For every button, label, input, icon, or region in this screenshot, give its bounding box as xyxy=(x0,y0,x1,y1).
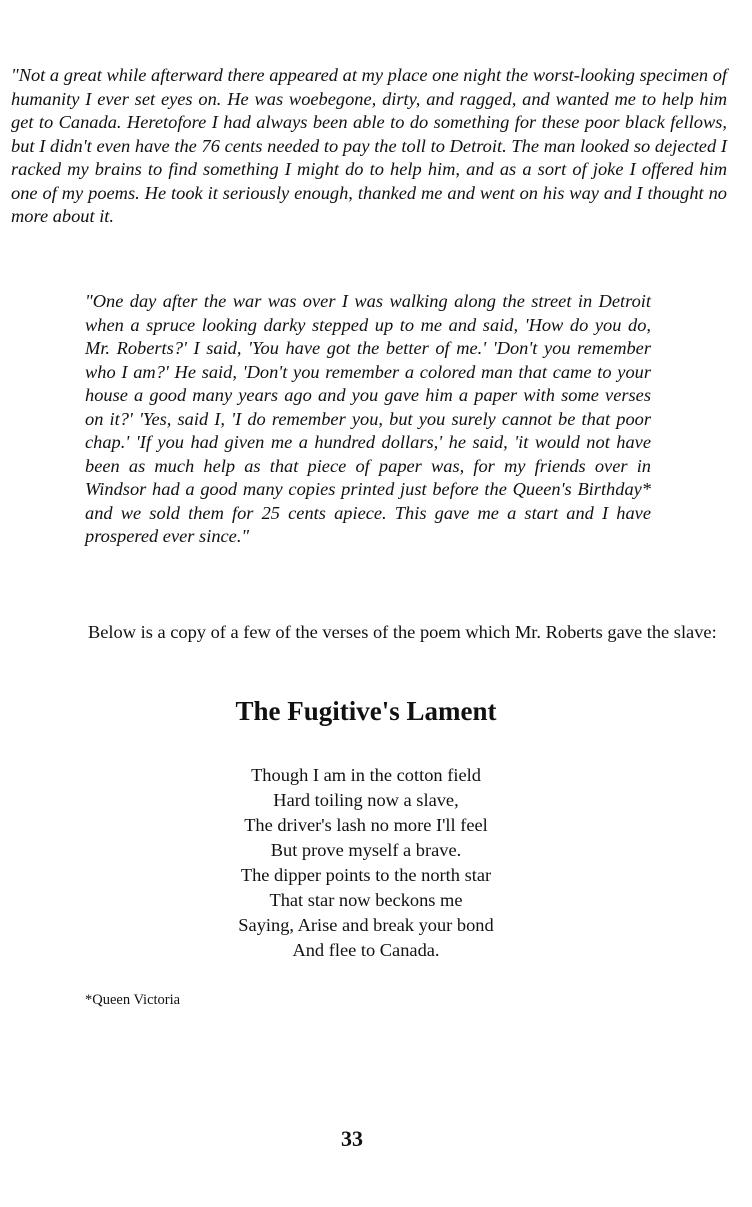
poem-line: That star now beckons me xyxy=(269,890,463,910)
poem-title: The Fugitive's Lament xyxy=(235,696,497,726)
poem-line: Saying, Arise and break your bond xyxy=(238,915,494,935)
poem-line: But prove myself a brave. xyxy=(270,840,462,860)
poem-line: The driver's lash no more I'll feel xyxy=(244,815,488,835)
narrative-paragraph: "Not a great while afterward there appeared at my place one night the worst-looking specimen of humanity I ever set eyes on. He was woebegone, dirty, and ragged, and wanted me to help him get to Canada. Heretofore I had always been able to do something for these poor black fellows, but I didn't even have the 76 cents needed to pay the toll to Detroit. The man looked so dejected I racked my brains to find something I might do to help him, and as a sort of joke I offered him one of my poems. He took it seriously enough, thanked me and went on his way and I thought no more about it. xyxy=(11,65,727,226)
poem-line: And flee to Canada. xyxy=(292,940,440,960)
footnote: *Queen Victoria xyxy=(85,992,181,1008)
page-number: 33 xyxy=(341,1126,363,1151)
block-quote-paragraph: "One day after the war was over I was walking along the street in Detroit when a spruce looking darky stepped up to me and said, 'How do you do, Mr. Roberts?' I said, 'You have got the better of me.' 'Don't you remember who I am?' He said, 'Don't you remember a colored man that came to your house a good many years ago and you gave him a paper with some verses on it?' 'Yes, said I, 'I do remember you, but you surely cannot be that poor chap.' 'If you had given me a hundred dollars,' he said, 'it would not have been as much help as that piece of paper was, for my friends over in Windsor had a good many copies printed just before the Queen's Birthday* and we sold them for 25 cents apiece. This gave me a start and I have prospered ever since." xyxy=(85,291,651,546)
poem-line: Hard toiling now a slave, xyxy=(273,790,459,810)
intro-paragraph: Below is a copy of a few of the verses of the poem which Mr. Roberts gave the slave: xyxy=(88,622,717,642)
poem-line: The dipper points to the north star xyxy=(240,865,492,885)
poem-stanza xyxy=(0,763,732,963)
poem-line: Though I am in the cotton field xyxy=(251,765,481,785)
